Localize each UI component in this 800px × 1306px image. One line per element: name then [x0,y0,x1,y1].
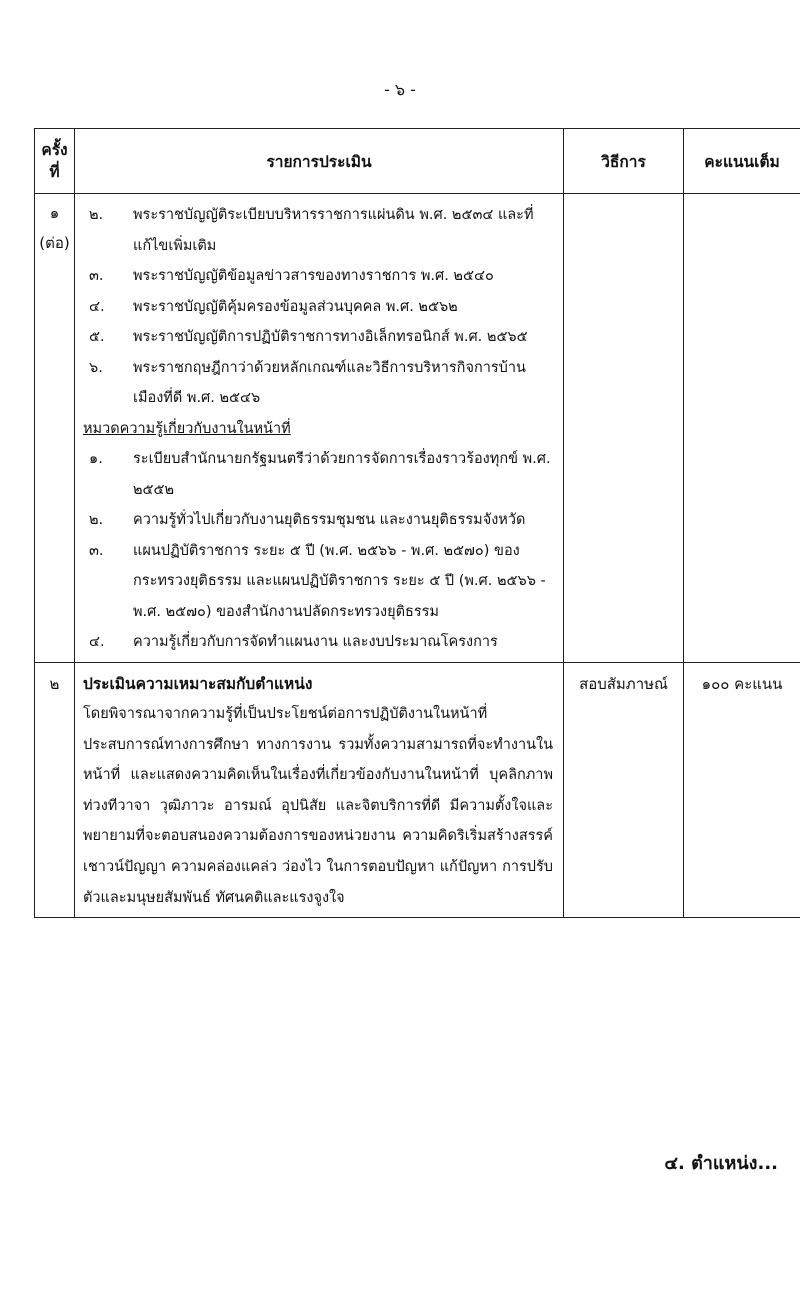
items-cell [75,662,564,918]
category-heading: หมวดความรู้เกี่ยวกับงานในหน้าที่ [83,420,291,437]
list-item-number: ๔. [89,298,105,315]
list-item-number: ๖. [89,359,103,376]
section-title: ประเมินความเหมาะสมกับตำแหน่ง [83,674,313,693]
method-cell: สอบสัมภาษณ์ [564,662,684,918]
list-item-text: ความรู้เกี่ยวกับการจัดทำแผนงาน และงบประมาณโครงการ [133,634,498,650]
list-item-text: ความรู้ทั่วไปเกี่ยวกับงานยุติธรรมชุมชน และงานยุติธรรมจังหวัด [133,512,526,528]
list-item [83,444,553,505]
round-continued: (ต่อ) [39,234,70,252]
list-item [83,261,553,292]
round-number: ๒ [49,674,60,693]
next-page-cue: ๔. ตำแหน่ง... [664,1153,778,1174]
list-item [83,292,553,323]
list-item-text: พระราชกฤษฎีกาว่าด้วยหลักเกณฑ์และวิธีการบริหารกิจการบ้านเมืองที่ดี พ.ศ. ๒๕๔๖ [133,359,526,406]
list-item-text: แผนปฏิบัติราชการ ระยะ ๕ ปี (พ.ศ. ๒๕๖๖ - พ.ศ. ๒๕๗๐) ของกระทรวงยุติธรรม และแผนปฏิบัติราชการ ระยะ ๕ ปี (พ.ศ. ๒๕๖๖ - พ.ศ. ๒๕๗๐) ของสำนักงานปลัดกระทรวงยุติธรรม [133,542,546,620]
list-item-number: ๓. [89,542,104,559]
list-item-text: พระราชบัญญัติข้อมูลข่าวสารของทางราชการ พ.ศ. ๒๕๔๐ [133,268,494,284]
header-round-line2: ที่ [49,163,60,181]
list-item-number: ๔. [89,634,105,650]
list-item-number: ๓. [89,268,104,284]
list-item [83,505,553,536]
list-item-number: ๒. [89,207,104,223]
list-item-text: พระราชบัญญัติการปฏิบัติราชการทางอิเล็กทรอนิกส์ พ.ศ. ๒๕๖๕ [133,329,528,345]
list-item-number: ๒. [89,512,104,528]
list-item-text: พระราชบัญญัติคุ้มครองข้อมูลส่วนบุคคล พ.ศ. ๒๕๖๒ [133,298,458,315]
assessment-table [34,128,800,918]
table-header-row [35,129,800,194]
header-round [35,129,75,194]
list-item [83,627,553,658]
score-cell-empty [684,194,800,663]
section-description: โดยพิจารณาจากความรู้ที่เป็นประโยชน์ต่อการปฏิบัติงานในหน้าที่ ประสบการณ์ทางการศึกษา ทางการงาน รวมทั้งความสามารถที่จะทำงานในหน้าที่ และแสดงความคิดเห็นในเรื่องที่เกี่ยวข้องกับงานในหน้าที่ บุคลิกภาพ ท่วงทีวาจา วุฒิภาวะ อารมณ์ อุปนิสัย และจิตบริการที่ดี มีความตั้งใจและพยายามที่จะตอบสนองความต้องการของหน่วยงาน ความคิดริเริ่มสร้างสรรค์ เชาวน์ปัญญา ความคล่องแคล่ว ว่องไว ในการตอบปัญหา แก้ปัญหา การปรับตัวและมนุษยสัมพันธ์ ทัศนคติและแรงจูงใจ [83,706,553,906]
list-item [83,200,553,261]
list-item [83,322,553,353]
table-row [35,194,800,663]
header-round-line1: ครั้ง [41,141,68,159]
header-items: รายการประเมิน [75,129,564,194]
score-cell: ๑๐๐ คะแนน [684,662,800,918]
list-item [83,353,553,414]
round-cell [35,194,75,663]
list-item-number: ๕. [89,329,105,345]
round-number: ๑ [49,204,60,222]
round-cell [35,662,75,918]
items-cell [75,194,564,663]
header-method: วิธีการ [564,129,684,194]
item-list-job-knowledge [83,444,553,658]
header-full-score: คะแนนเต็ม [684,129,800,194]
item-list-laws [83,200,553,414]
page-number: - ๖ - [384,80,416,99]
list-item-number: ๑. [89,451,103,467]
list-item-text: ระเบียบสำนักนายกรัฐมนตรีว่าด้วยการจัดการเรื่องราวร้องทุกข์ พ.ศ. ๒๕๕๒ [133,451,551,498]
list-item-text: พระราชบัญญัติระเบียบบริหารราชการแผ่นดิน พ.ศ. ๒๕๓๔ และที่แก้ไขเพิ่มเติม [133,207,534,254]
method-cell-empty [564,194,684,663]
list-item [83,536,553,628]
table-row [35,662,800,918]
